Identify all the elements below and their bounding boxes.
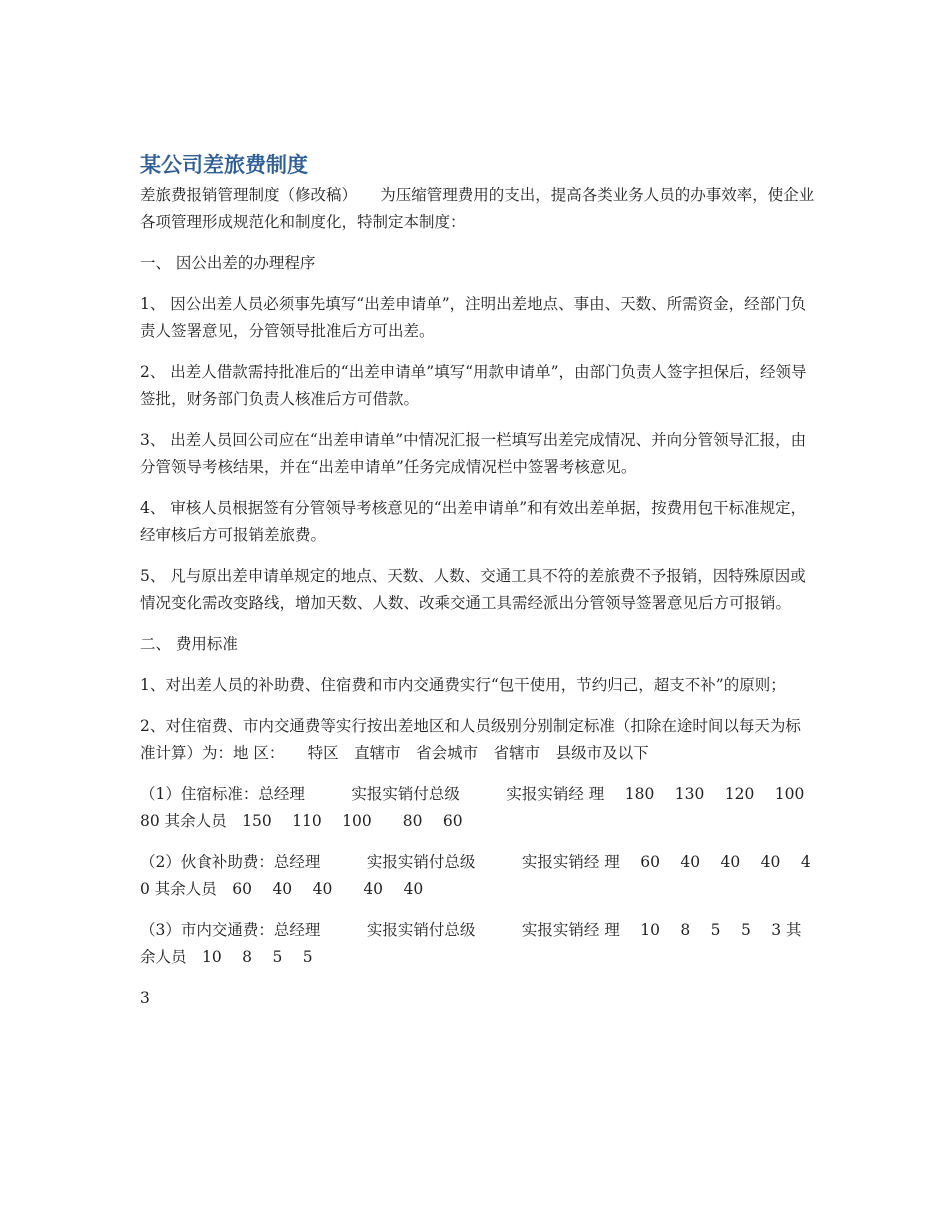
document-title: 某公司差旅费制度	[140, 153, 308, 177]
document-page	[140, 150, 825, 1026]
meal-allowance-standard: （2）伙食补助费：总经理 实报实销付总级 实报实销经 理 60 40 40 40 40 其余人员 60 40 40 40 40	[140, 853, 811, 898]
procedure-item-2: 2、 出差人借款需持批准后的“出差申请单”填写“用款申请单”，由部门负责人签字担保后，经领导签批，财务部门负责人核准后方可借款。	[140, 363, 807, 408]
standards-item-1: 1、对出差人员的补助费、住宿费和市内交通费实行“包干使用，节约归己，超支不补”的原则；	[140, 676, 786, 694]
trailing-number: 3	[140, 989, 150, 1007]
section-heading-procedure: 一、 因公出差的办理程序	[140, 254, 316, 272]
procedure-item-3: 3、 出差人员回公司应在“出差申请单”中情况汇报一栏填写出差完成情况、并向分管领导汇报，由分管领导考核结果，并在“出差申请单”任务完成情况栏中签署考核意见。	[140, 431, 807, 476]
intro-paragraph: 差旅费报销管理制度（修改稿） 为压缩管理费用的支出，提高各类业务人员的办事效率，使企业各项管理形成规范化和制度化，特制定本制度：	[140, 186, 815, 231]
section-heading-standards: 二、 费用标准	[140, 635, 238, 653]
procedure-item-5: 5、 凡与原出差申请单规定的地点、天数、人数、交通工具不符的差旅费不予报销，因特殊原因或情况变化需改变路线，增加天数、人数、改乘交通工具需经派出分管领导签署意见后方可报销。	[140, 567, 806, 612]
lodging-standard: （1）住宿标准：总经理 实报实销付总级 实报实销经 理 180 130 120 100 80 其余人员 150 110 100 80 60	[140, 785, 825, 830]
procedure-item-4: 4、 审核人员根据签有分管领导考核意见的“出差申请单”和有效出差单据，按费用包干标准规定，经审核后方可报销差旅费。	[140, 499, 807, 544]
standards-item-2: 2、对住宿费、市内交通费等实行按出差地区和人员级别分别制定标准（扣除在途时间以每天为标准计算）为：地 区： 特区 直辖市 省会城市 省辖市 县级市及以下	[140, 717, 801, 762]
local-transport-standard: （3）市内交通费：总经理 实报实销付总级 实报实销经 理 10 8 5 5 3 其余人员 10 8 5 5	[140, 921, 802, 966]
procedure-item-1: 1、 因公出差人员必须事先填写“出差申请单”，注明出差地点、事由、天数、所需资金，经部门负责人签署意见，分管领导批准后方可出差。	[140, 295, 807, 340]
